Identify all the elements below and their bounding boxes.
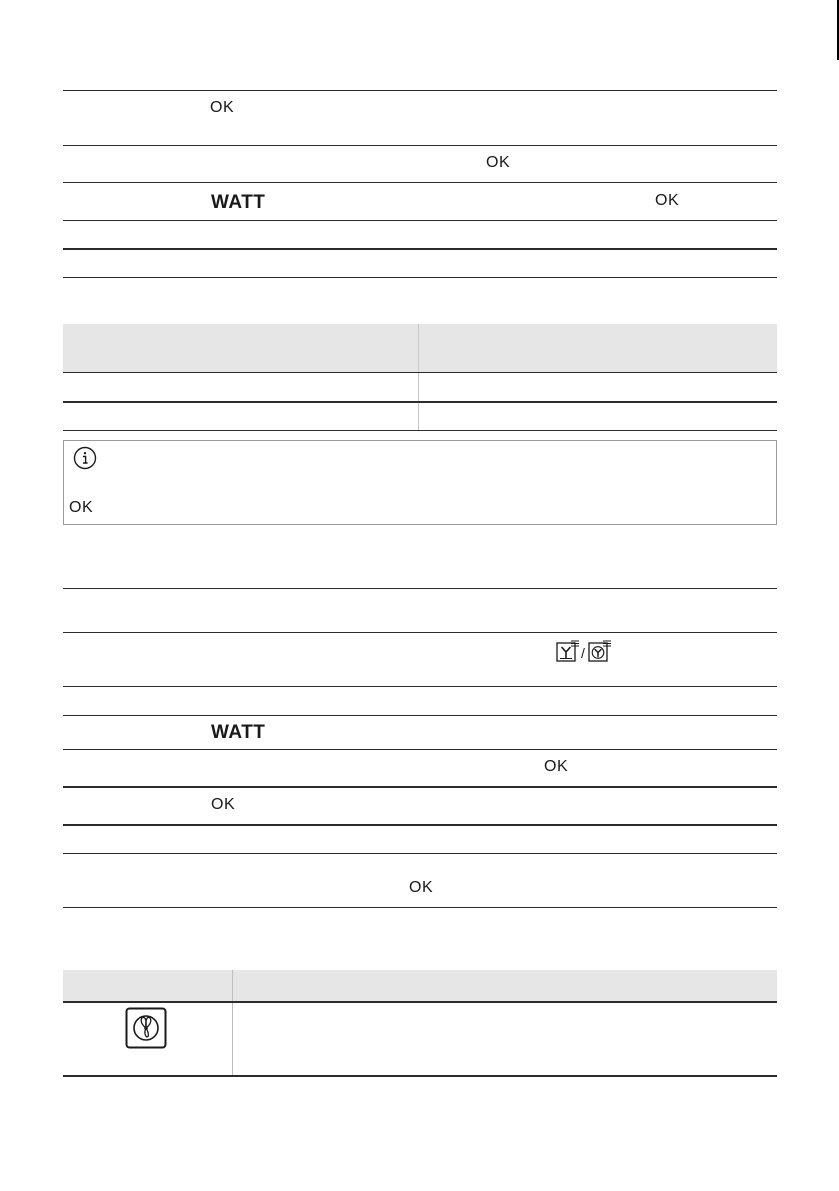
column-divider (418, 324, 419, 430)
table-rule (63, 220, 777, 221)
ok-label: OK (544, 758, 569, 775)
table-rule (63, 907, 777, 908)
table-rule (63, 430, 777, 431)
ok-label: OK (210, 99, 235, 116)
table-rule (63, 686, 777, 687)
table-header-shade (63, 324, 777, 372)
watt-label: WATT (211, 722, 266, 743)
ok-label: OK (486, 154, 511, 171)
watt-label: WATT (211, 192, 266, 213)
table-rule (63, 1001, 777, 1003)
table-rule (63, 248, 777, 250)
table-rule (63, 749, 777, 750)
table-rule (63, 90, 777, 91)
info-icon (73, 446, 97, 470)
table-rule (63, 372, 777, 373)
ok-label: OK (409, 879, 434, 896)
table-rule (63, 853, 777, 854)
ok-label: OK (69, 499, 94, 516)
grill-fan-icon (556, 640, 580, 664)
table-rule (63, 588, 777, 589)
table-rule (63, 145, 777, 146)
table-rule (63, 182, 777, 183)
table-rule (63, 715, 777, 716)
table-rule (63, 401, 777, 403)
table-rule (63, 824, 777, 826)
table-rule (63, 1075, 777, 1077)
note-box (63, 440, 777, 525)
grill-fan-round-icon (588, 640, 612, 664)
column-divider (232, 970, 233, 1076)
ok-label: OK (211, 796, 236, 813)
table-header-shade (63, 970, 777, 1001)
table-rule (63, 786, 777, 788)
table-rule (63, 277, 777, 278)
ok-label: OK (655, 192, 680, 209)
table-rule (63, 632, 777, 633)
fan-heating-icon (125, 1007, 167, 1049)
icon-separator: / (581, 645, 586, 661)
